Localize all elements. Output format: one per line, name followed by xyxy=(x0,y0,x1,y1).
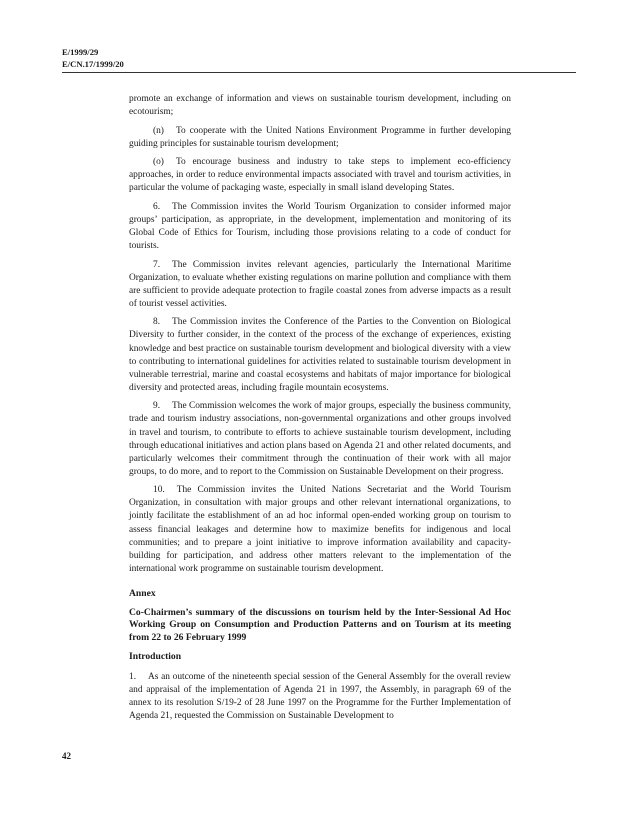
paragraph-o: (o) To encourage business and industry to take steps to implement eco-efficiency approaches, in order to reduce environmental impacts associated with travel and tourism activities, in particular the volume of packaging waste, especially in small island developing States. xyxy=(129,157,511,194)
page-number: 42 xyxy=(62,751,71,761)
annex-label: Annex xyxy=(129,587,156,599)
paragraph-continued: promote an exchange of information and views on sustainable tourism development, including on ecotourism; xyxy=(129,94,511,118)
paragraph-9: 9. The Commission welcomes the work of major groups, especially the business community, trade and tourism industry associations, non-governmental organizations and other groups involved in travel and tourism, to contribute to efforts to achieve sustainable tourism development, including through educational initiatives and action plans based on Agenda 21 and other related documents, and particularly welcomes their commitment through the continuation of their work with all major groups, to do more, and to report to the Commission on Sustainable Development on their progress. xyxy=(129,401,511,477)
paragraph-n: (n) To cooperate with the United Nations Environment Programme in further developing guiding principles for sustainable tourism development; xyxy=(129,125,511,149)
annex-paragraph-1: 1. As an outcome of the nineteenth special session of the General Assembly for the overall review and appraisal of the implementation of Agenda 21 in 1997, the Assembly, in paragraph 69 of the annex to its resolution S/19-2 of 28 June 1997 on the Programme for the Further Implementation of Agenda 21, requested the Commission on Sustainable Development to xyxy=(129,671,511,722)
paragraph-10: 10. The Commission invites the United Nations Secretariat and the World Tourism Organization, in consultation with major groups and other relevant international organizations, to jointly facilitate the establishment of an ad hoc informal open-ended working group on tourism to assess financial leakages and determine how to maximize benefits for indigenous and local communities; and to prepare a joint initiative to improve information availability and capacity-building for participation, and address other matters relevant to the implementation of the international work programme on sustainable tourism development. xyxy=(129,485,511,574)
document-symbol-1: E/1999/29 xyxy=(62,47,99,57)
paragraph-7: 7. The Commission invites relevant agencies, particularly the International Maritime Organization, to evaluate whether existing regulations on marine pollution and compliance with them are sufficient to provide adequate protection to fragile coastal zones from adverse impacts as a result of tourist vessel activities. xyxy=(129,259,511,309)
paragraph-6: 6. The Commission invites the World Tourism Organization to consider informed major groups’ participation, as appropriate, in the development, implementation and monitoring of its Global Code of Ethics for Tourism, including those provisions relating to a code of conduct for tourists. xyxy=(129,201,511,252)
document-body xyxy=(129,93,511,729)
document-symbol-2: E/CN.17/1999/20 xyxy=(62,59,124,69)
annex-title: Co-Chairmen’s summary of the discussions on tourism held by the Inter-Sessional Ad Hoc Working Group on Consumption and Production Patterns and on Tourism at its meeting from 22 to 26 February 1999 xyxy=(129,606,511,643)
introduction-heading: Introduction xyxy=(129,651,182,663)
document-symbols xyxy=(62,46,124,70)
paragraph-8: 8. The Commission invites the Conference of the Parties to the Convention on Biological Diversity to further consider, in the context of the process of the exchange of experiences, existing knowledge and best practice on sustainable tourism development and biological diversity with a view to contributing to international guidelines for activities related to sustainable tourism development in vulnerable terrestrial, marine and coastal ecosystems and habitats of major importance for biological diversity and protected areas, including fragile mountain ecosystems. xyxy=(129,317,511,393)
header-rule xyxy=(62,72,576,73)
